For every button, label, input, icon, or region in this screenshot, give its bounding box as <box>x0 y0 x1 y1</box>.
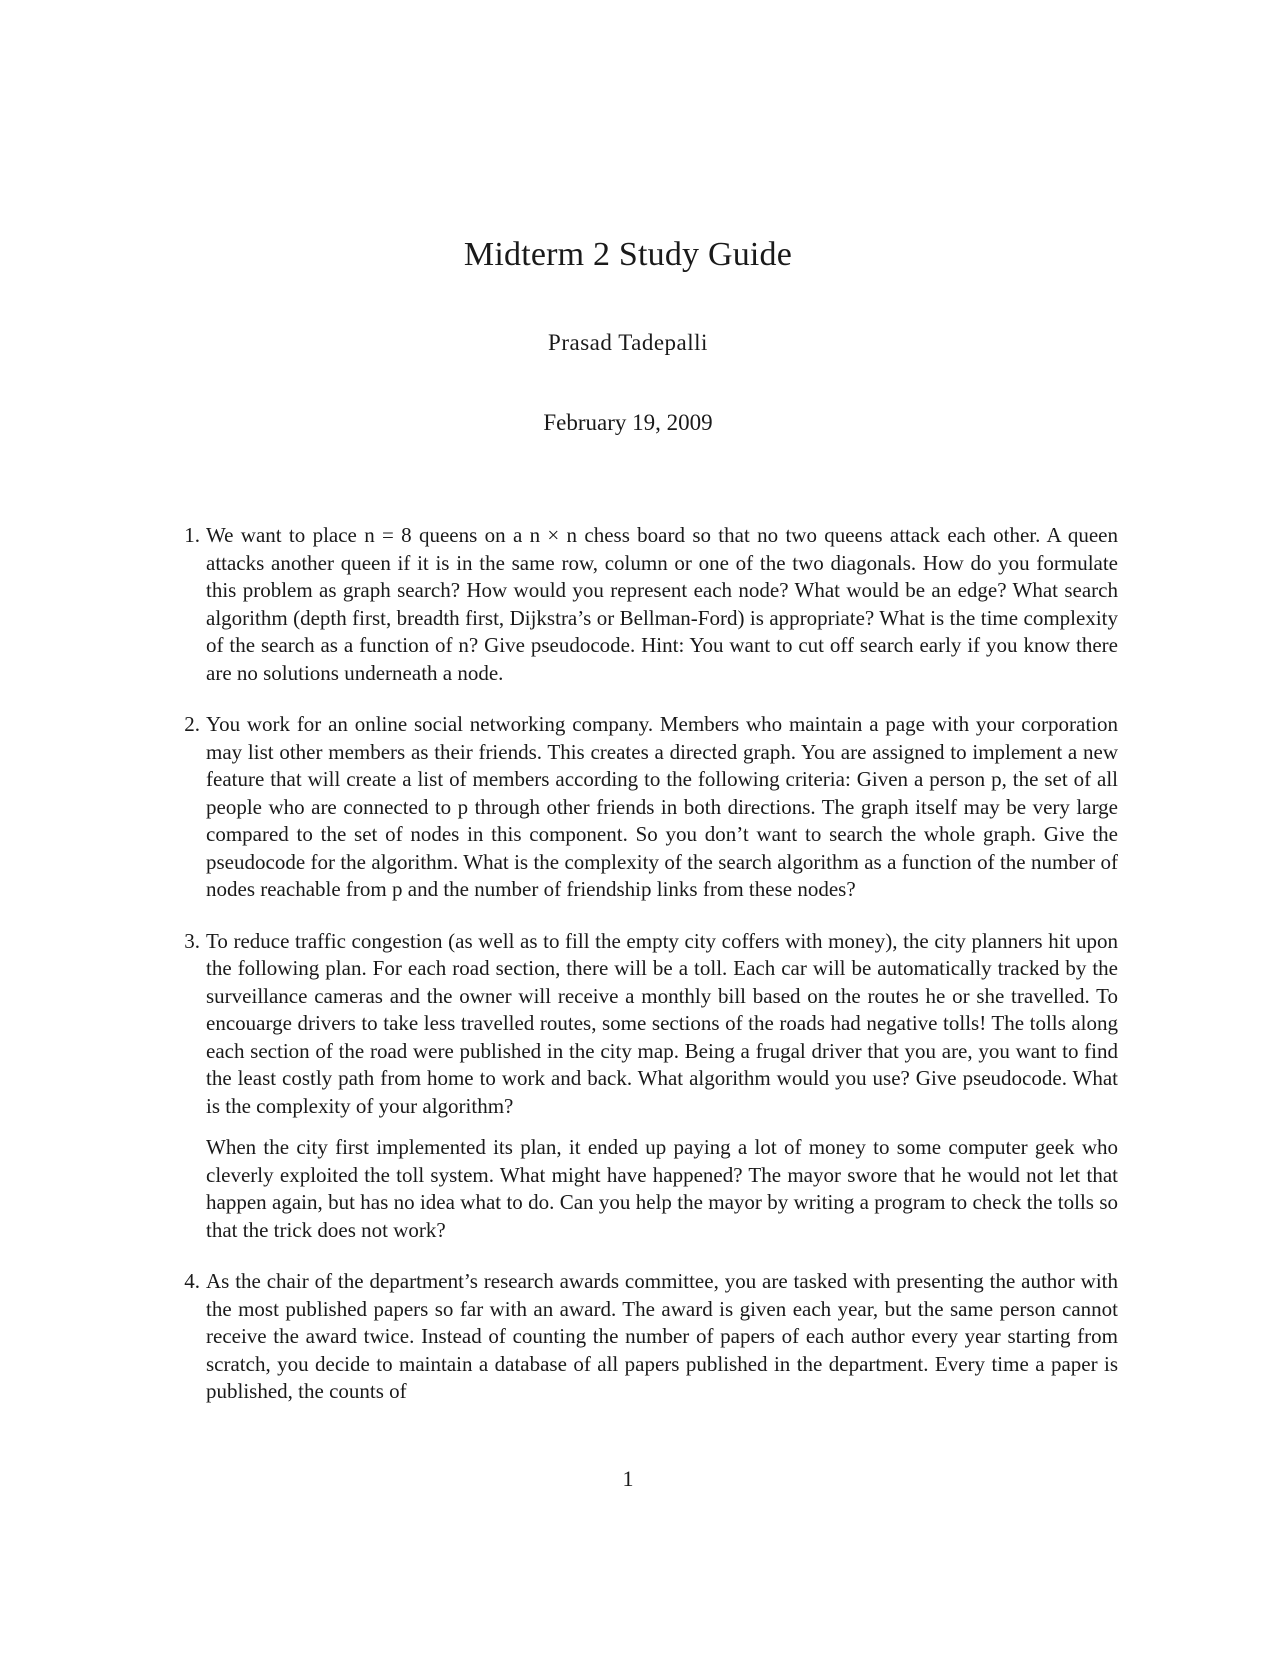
problem-3 <box>168 928 1118 1245</box>
problem-number: 1. <box>184 523 200 547</box>
problem-4 <box>168 1268 1118 1406</box>
problem-number: 2. <box>184 712 200 736</box>
problem-text: You work for an online social networking company. Members who maintain a page with your corporation may list other members as their friends. This creates a directed graph. You are assigned to implement a new feature that will create a list of members according to the following criteria: Given a person p, the set of all people who are connected to p through other friends in both directions. The graph itself may be very large compared to the set of nodes in this component. So you don’t want to search the whole graph. Give the pseudocode for the algorithm. What is the complexity of the search algorithm as a function of the number of nodes reachable from p and the number of friendship links from these nodes? <box>206 712 1118 901</box>
page-title: Midterm 2 Study Guide <box>463 236 793 273</box>
problem-text: To reduce traffic congestion (as well as to fill the empty city coffers with money), the city planners hit upon the following plan. For each road section, there will be a toll. Each car will be automatically tracked by the surveillance cameras and the owner will receive a monthly bill based on the routes he or she travelled. To encouarge drivers to take less travelled routes, some sections of the roads had negative tolls! The tolls along each section of the road were published in the city map. Being a frugal driver that you are, you want to find the least costly path from home to work and back. What algorithm would you use? Give pseudocode. What is the complexity of your algorithm? <box>206 928 1118 1118</box>
problem-text: We want to place n = 8 queens on a n × n chess board so that no two queens attack each other. A queen attacks another queen if it is in the same row, column or one of the two diagonals. How do you formulate this problem as graph search? How would you represent each node? What would be an edge? What search algorithm (depth first, breadth first, Dijkstra’s or Bellman-Ford) is appropriate? What is the time complexity of the search as a function of n? Give pseudocode. Hint: You want to cut off search early if you know there are no solutions underneath a node. <box>206 523 1118 685</box>
problem-1 <box>168 522 1118 687</box>
problem-list <box>168 522 1118 1430</box>
problem-number: 3. <box>184 928 200 953</box>
problem-2 <box>168 711 1118 904</box>
problem-text: As the chair of the department’s research awards committee, you are tasked with presenting the author with the most published papers so far with an award. The award is given each year, but the same person cannot receive the award twice. Instead of counting the number of papers of each author every year starting from scratch, you decide to maintain a database of all papers published in the department. Every time a paper is published, the counts of <box>206 1269 1118 1403</box>
author-name: Prasad Tadepalli <box>548 330 708 355</box>
page-number: 1 <box>622 1466 634 1491</box>
problem-number: 4. <box>184 1269 200 1293</box>
problem-text-continued: When the city first implemented its plan, it ended up paying a lot of money to some computer geek who cleverly exploited the toll system. What might have happened? The mayor swore that he would not let that happen again, but has no idea what to do. Can you help the mayor by writing a program to check the tolls so that the trick does not work? <box>206 1135 1118 1242</box>
document-date: February 19, 2009 <box>543 410 713 435</box>
